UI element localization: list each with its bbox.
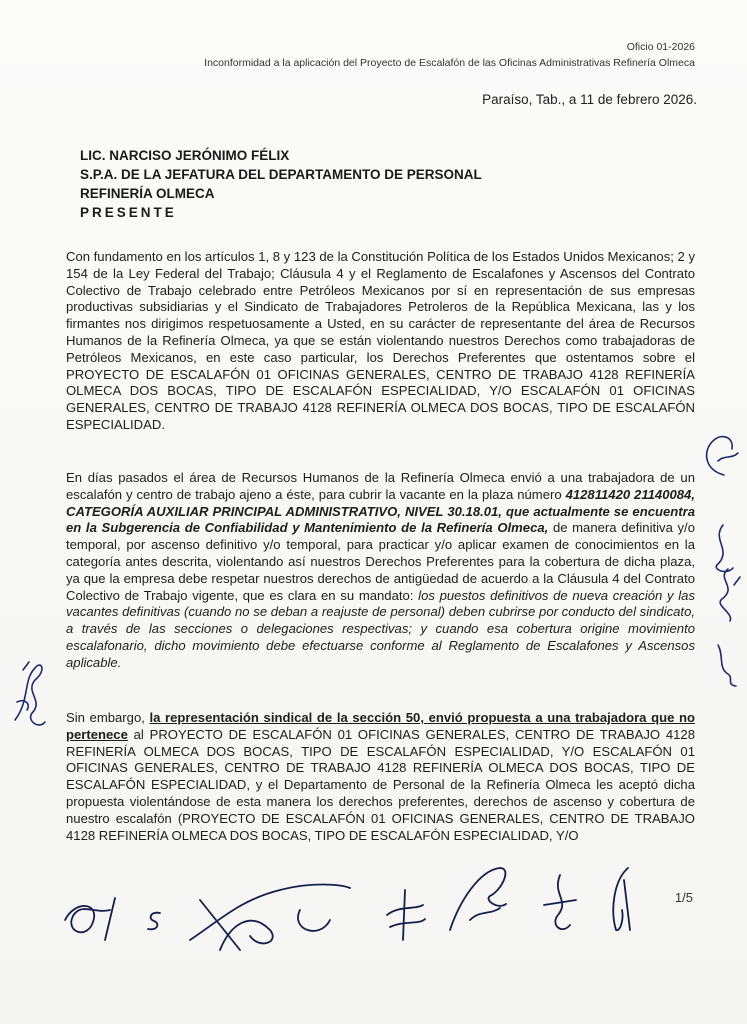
- signature-4: [440, 860, 520, 940]
- signature-2: [180, 870, 360, 960]
- margin-initial-right-4: [712, 640, 746, 690]
- signature-mark-s: [140, 905, 170, 935]
- document-date: Paraíso, Tab., a 11 de febrero 2026.: [482, 92, 697, 107]
- paragraph-union-intro: Sin embargo,: [66, 710, 150, 725]
- addressee-name: LIC. NARCISO JERÓNIMO FÉLIX: [80, 148, 290, 163]
- paragraph-vacancy-body: de manera definitiva y/o temporal, por ascenso definitivo y/o temporal, para practicar y/o aplicar examen de conocimientos en la categoría antes descrita, violentando así nuestros Derechos Preferentes para la cobertura de dicha plaza, ya que la empresa debe respetar nuestros derechos de antigüedad de acuerdo a la Cláusula 4 del Contrato Colectivo de Trabajo vigente, que es clara en su mandato:: [66, 520, 695, 603]
- oficio-number: Oficio 01-2026: [626, 41, 695, 53]
- clause-4-quote: los puestos definitivos de nueva creación y las vacantes definitivas (cuando no se deban a reajuste de personal) deben cubrirse por conducto del sindicato, a través de las secciones o delegaciones respectivas; y cuando esa cobertura origine movimiento escalafonario, dicho movimiento debe efectuarse conforme al Reglamento de Escalafones y Ascensos aplicable.: [66, 587, 696, 670]
- paragraph-union-proposal: [66, 710, 695, 844]
- vacancy-position-detail: 412811420 21140084, CATEGORÍA AUXILIAR PRINCIPAL ADMINISTRATIVO, NIVEL 30.18.01, que actualmente se encuentra en la Subgerencia de Confiabilidad y Mantenimiento de la Refinería Olmeca,: [66, 486, 695, 536]
- paragraph-vacancy-intro: En días pasados el área de Recursos Humanos de la Refinería Olmeca envió a una trabajadora de un escalafón y centro de trabajo ajeno a éste, para cubrir la vacante en la plaza número: [66, 470, 695, 502]
- margin-initial-right-1: [694, 425, 744, 485]
- document-header: [204, 39, 695, 71]
- union-proposal-emphasis: la representación sindical de la sección 50, envió propuesta a una trabajadora que no pertenece: [66, 710, 695, 742]
- addressee-position: S.P.A. DE LA JEFATURA DEL DEPARTAMENTO DE PERSONAL: [80, 167, 482, 182]
- page-number: 1/5: [674, 890, 693, 905]
- signature-1: [55, 880, 145, 950]
- paragraph-vacancy: [66, 470, 695, 672]
- signature-3: [375, 885, 435, 945]
- margin-initial-right-3: [706, 565, 746, 625]
- signature-6: [600, 860, 640, 940]
- paragraph-union-body: al PROYECTO DE ESCALAFÓN 01 OFICINAS GENERALES, CENTRO DE TRABAJO 4128 REFINERÍA OLMECA DOS BOCAS, TIPO DE ESCALAFÓN ESPECIALIDAD, Y/O ESCALAFÓN 01 OFICINAS GENERALES, CENTRO DE TRABAJO 4128 REFINERÍA OLMECA DOS BOCAS, TIPO DE ESCALAFÓN ESPECIALIDAD, y el Departamento de Personal de la Refinería Olmeca les aceptó dicha propuesta violentándose de esta manera los derechos preferentes, derechos de ascenso y cobertura de nuestro escalafón (PROYECTO DE ESCALAFÓN 01 OFICINAS GENERALES, CENTRO DE TRABAJO 4128 REFINERÍA OLMECA DOS BOCAS, TIPO DE ESCALAFÓN ESPECIALIDAD, Y/O: [66, 726, 695, 843]
- addressee-block: [80, 146, 482, 222]
- margin-signature-left: [5, 640, 55, 740]
- paragraph-foundation: Con fundamento en los artículos 1, 8 y 123 de la Constitución Política de los Estados Unidos Mexicanos; 2 y 154 de la Ley Federal del Trabajo; Cláusula 4 y el Reglamento de Escalafones y Ascensos del Contrato Colectivo de Trabajo celebrado entre Petróleos Mexicanos por sí en representación de sus empresas productivas subsidiarias y el Sindicato de Trabajadores Petroleros de la República Mexicana, las y los firmantes nos dirigimos respetuosamente a Usted, en su carácter de representante del área de Recursos Humanos de la Refinería Olmeca, ya que se están violentando nuestros Derechos como trabajadoras de Petróleos Mexicanos, en este caso particular, los Derechos Preferentes que ostentamos sobre el PROYECTO DE ESCALAFÓN 01 OFICINAS GENERALES, CENTRO DE TRABAJO 4128 REFINERÍA OLMECA DOS BOCAS, TIPO DE ESCALAFÓN ESPECIALIDAD, Y/O ESCALAFÓN 01 OFICINAS GENERALES, CENTRO DE TRABAJO 4128 REFINERÍA OLMECA DOS BOCAS, TIPO DE ESCALAFÓN ESPECIALIDAD.: [66, 249, 695, 432]
- oficio-subject: Inconformidad a la aplicación del Proyecto de Escalafón de las Oficinas Administrativas Refinería Olmeca: [204, 57, 695, 69]
- signature-5: [530, 870, 590, 940]
- addressee-organization: REFINERÍA OLMECA: [80, 186, 215, 201]
- addressee-presente: PRESENTE: [80, 205, 177, 220]
